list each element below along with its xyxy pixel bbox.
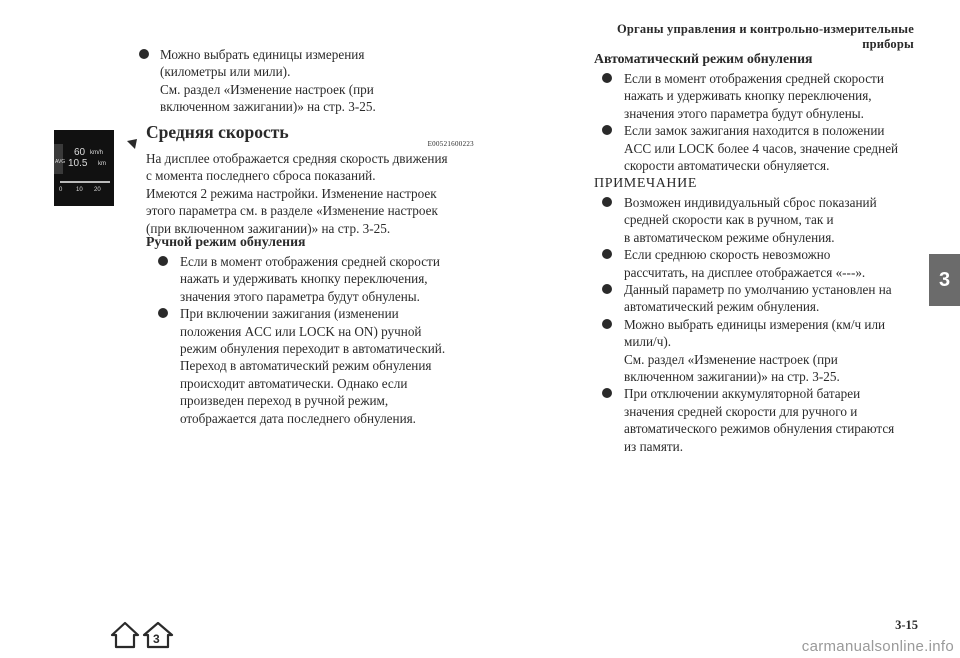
bullet-line: нажать и удерживать кнопку переключения, xyxy=(180,271,428,287)
auto-reset-title: Автоматический режим обнуления xyxy=(594,51,813,66)
bullet-line: значения этого параметра будут обнулены. xyxy=(180,288,420,304)
top-bullet xyxy=(150,46,480,116)
display-unit2: km xyxy=(98,161,106,167)
intro-line: Имеются 2 режима настройки. Изменение настроек xyxy=(146,185,437,201)
manual-bullet-1 xyxy=(150,253,480,305)
chapter-nav-number: 3 xyxy=(153,632,160,646)
bullet-line: автоматического режимов обнуления стираются xyxy=(624,421,895,437)
bullet-line: рассчитать, на дисплее отображается «---». xyxy=(624,264,866,280)
chapter-tab: 3 xyxy=(929,254,960,306)
note-bullets xyxy=(594,194,924,455)
bullet-line: (километры или мили). xyxy=(160,64,291,80)
auto-reset-bullets xyxy=(594,70,924,174)
bullet-line: нажать и удерживать кнопку переключения, xyxy=(624,88,872,104)
bullet-line: Если замок зажигания находится в положении xyxy=(624,123,885,139)
bullet-dot xyxy=(602,197,612,207)
bullet-line: Если в момент отображения средней скорости xyxy=(180,254,440,269)
bullet-dot xyxy=(158,256,168,266)
auto-bullet-1 xyxy=(594,70,924,122)
bullet-dot xyxy=(602,249,612,259)
bullet-dot xyxy=(602,388,612,398)
note-bullet-1 xyxy=(594,194,924,246)
watermark: carmanualsonline.info xyxy=(801,638,954,655)
bullet-line: происходит автоматически. Однако если xyxy=(180,375,408,391)
note-bullet-3 xyxy=(594,281,924,316)
bullet-line: Можно выбрать единицы измерения xyxy=(160,47,365,62)
note-bullet-5 xyxy=(594,385,924,455)
average-speed-display-image xyxy=(54,130,114,206)
intro-line: (при включенном зажигании)» на стр. 3-25. xyxy=(146,220,391,236)
bullet-line: При отключении аккумуляторной батареи xyxy=(624,386,861,402)
bullet-line: средней скорости как в ручном, так и xyxy=(624,212,834,228)
bullet-dot xyxy=(139,49,149,59)
bullet-line: ACC или LOCK более 4 часов, значение средней xyxy=(624,140,899,156)
bullet-dot xyxy=(602,73,612,83)
bullet-line: включенном зажигании)» на стр. 3-25. xyxy=(624,369,840,385)
display-speed: 60 xyxy=(74,147,86,158)
bullet-line: См. раздел «Изменение настроек (при xyxy=(160,81,374,97)
display-avg-value: 10.5 xyxy=(68,158,88,169)
bullet-line: отображается дата последнего обнуления. xyxy=(180,410,416,426)
section-title: Средняя скорость xyxy=(146,122,289,142)
bullet-dot xyxy=(602,125,612,135)
note-bullet-2 xyxy=(594,246,924,281)
bullet-line: Возможен индивидуальный сброс показаний xyxy=(624,195,877,210)
bullet-line: скорости автоматически обнуляется. xyxy=(624,158,830,174)
manual-reset-bullets xyxy=(150,253,480,427)
bullet-line: мили/ч). xyxy=(624,334,672,350)
bullet-line: произведен переход в ручной режим, xyxy=(180,393,389,409)
note-title: ПРИМЕЧАНИЕ xyxy=(594,176,697,191)
bullet-line: в автоматическом режиме обнуления. xyxy=(624,229,835,245)
bullet-line: режим обнуления переходит в автоматический. xyxy=(180,341,446,357)
bullet-line: Если в момент отображения средней скорости xyxy=(624,71,884,86)
section-intro xyxy=(146,150,486,237)
bullet-line: См. раздел «Изменение настроек (при xyxy=(624,351,838,367)
bullet-line: Можно выбрать единицы измерения (км/ч или xyxy=(624,316,886,332)
bullet-line: Переход в автоматический режим обнуления xyxy=(180,358,432,374)
page-header: Органы управления и контрольно-измерительные приборы xyxy=(616,22,914,51)
bullet-line: положения ACC или LOCK на ON) ручной xyxy=(180,323,422,339)
manual-reset-title: Ручной режим обнуления xyxy=(146,234,306,249)
display-avg-label: AVG xyxy=(55,159,66,165)
auto-bullet-2 xyxy=(594,122,924,174)
pointer-arrow-icon xyxy=(118,138,138,158)
bullet-line: значения этого параметра будут обнулены. xyxy=(624,105,864,121)
section-average-speed xyxy=(146,122,474,148)
note-bullet-4 xyxy=(594,316,924,386)
bullet-dot xyxy=(602,319,612,329)
section-code: E00521600223 xyxy=(427,140,474,148)
bullet-line: значения средней скорости для ручного и xyxy=(624,403,858,419)
chapter-nav-button[interactable] xyxy=(142,621,174,649)
display-unit: km/h xyxy=(90,150,104,156)
intro-line: На дисплее отображается средняя скорость движения xyxy=(146,151,448,166)
bullet-line: включенном зажигании)» на стр. 3-25. xyxy=(160,99,376,115)
bullet-dot xyxy=(602,284,612,294)
intro-line: этого параметра см. в разделе «Изменение настроек xyxy=(146,203,438,219)
display-scale-0: 0 xyxy=(59,187,63,193)
home-icon[interactable] xyxy=(110,621,140,649)
manual-bullet-2 xyxy=(150,305,480,427)
bullet-line: из памяти. xyxy=(624,438,684,454)
bullet-line: Данный параметр по умолчанию установлен на xyxy=(624,282,892,298)
page-number: 3-15 xyxy=(895,618,918,632)
intro-line: с момента последнего сброса показаний. xyxy=(146,168,376,184)
bullet-line: Если среднюю скорость невозможно xyxy=(624,247,831,263)
bullet-line: При включении зажигания (изменении xyxy=(180,306,399,322)
display-scale-10: 10 xyxy=(76,187,83,193)
display-scale-20: 20 xyxy=(94,187,101,193)
bullet-dot xyxy=(158,308,168,318)
bullet-line: автоматический режим обнуления. xyxy=(624,299,820,315)
